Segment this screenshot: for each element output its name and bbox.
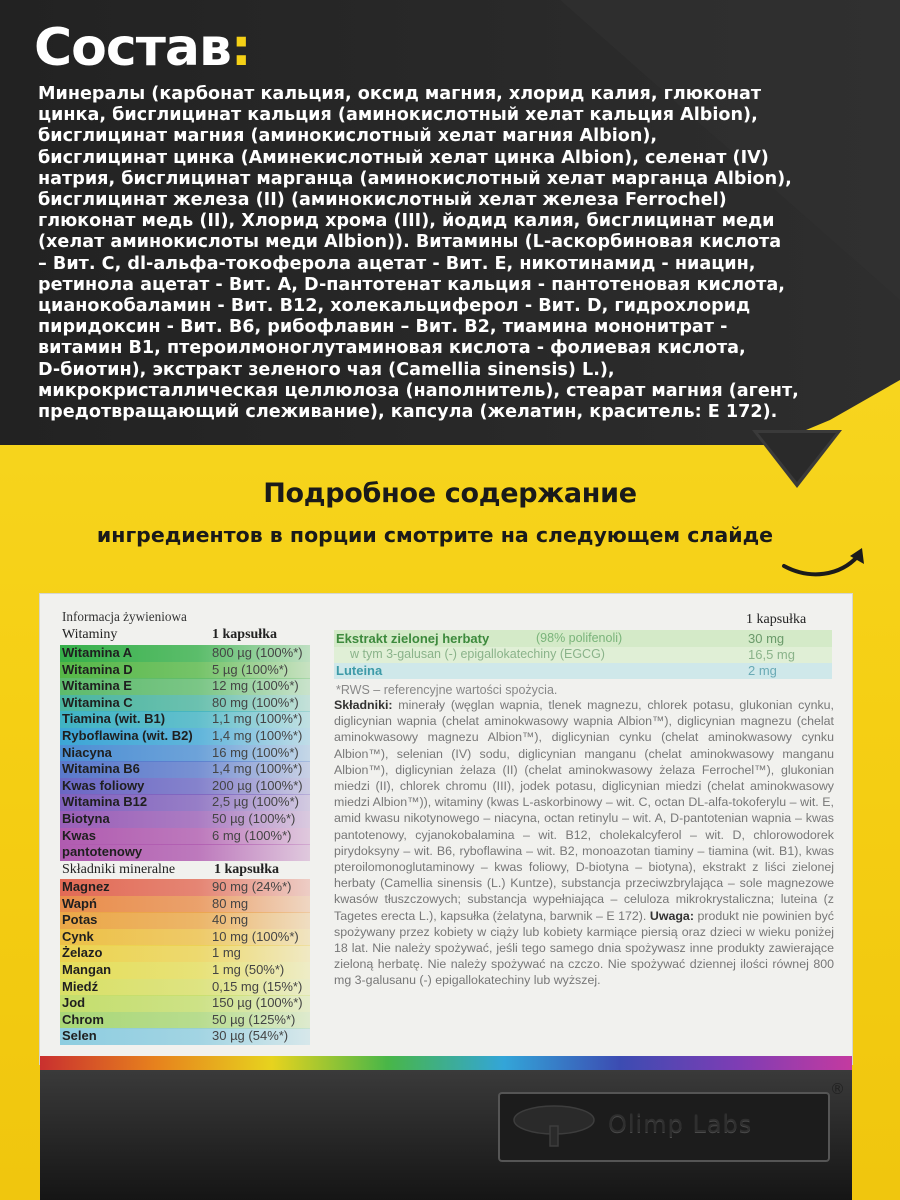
nutrient-value: 800 µg (100%*) xyxy=(212,645,303,660)
nutrient-value: 5 µg (100%*) xyxy=(212,661,289,677)
nutrient-value: 16 mg (100%*) xyxy=(212,744,299,760)
lutein-value: 2 mg xyxy=(748,663,777,678)
ingredients-block xyxy=(334,697,834,989)
page-title xyxy=(34,18,251,78)
nutrient-row xyxy=(60,1028,310,1045)
nutrient-row xyxy=(60,662,310,679)
nutrient-row xyxy=(60,962,310,979)
nutrient-value: 200 µg (100%*) xyxy=(212,777,303,793)
nutrient-value: 10 mg (100%*) xyxy=(212,928,299,944)
brand-logo xyxy=(498,1092,830,1162)
nutrient-name: Jod xyxy=(62,995,86,1011)
tree-logo-icon xyxy=(510,1102,598,1150)
nutrient-value: 80 mg xyxy=(212,895,249,911)
nutrient-name: Wapń xyxy=(62,895,97,911)
nutrient-value: 1,4 mg (100%*) xyxy=(212,728,303,743)
nutrient-name: Witamina C xyxy=(62,694,133,710)
nutrient-value: 1,1 mg (100%*) xyxy=(212,711,303,727)
nutrient-value: 0,15 mg (15%*) xyxy=(212,978,303,994)
promo-heading: Подробное содержание xyxy=(263,478,637,509)
brand-name: Olimp Labs xyxy=(608,1110,753,1138)
nutrient-value: 150 µg (100%*) xyxy=(212,995,303,1011)
nutrient-name: Chrom xyxy=(62,1011,104,1027)
nutrient-name: Witamina D xyxy=(62,661,133,677)
nutrient-row xyxy=(60,995,310,1012)
vitamins-header: Witaminy xyxy=(62,627,118,642)
nutrient-name: Mangan xyxy=(62,962,112,977)
right-capsule-header: 1 kapsułka xyxy=(746,612,807,627)
nutrient-value: 1,4 mg (100%*) xyxy=(212,761,303,777)
nutrient-row xyxy=(60,761,310,778)
rainbow-stripe xyxy=(40,1056,852,1070)
nutrient-row xyxy=(60,745,310,762)
curved-arrow-icon xyxy=(780,542,870,582)
label-info-title: Informacja żywieniowa xyxy=(62,609,187,624)
nutrient-name: Witamina B6 xyxy=(62,761,140,777)
registered-mark: ® xyxy=(830,1080,845,1098)
nutrient-name: Potas xyxy=(62,912,98,928)
nutrient-row xyxy=(60,828,310,845)
nutrient-row xyxy=(60,695,310,712)
nutrient-name: Miedź xyxy=(62,978,99,994)
nutrient-row xyxy=(60,645,310,662)
nutrient-row xyxy=(60,929,310,946)
nutrient-value: 50 µg (100%*) xyxy=(212,811,296,826)
nutrient-row xyxy=(60,979,310,996)
nutrient-name: Witamina B12 xyxy=(62,794,148,810)
nutrient-value: 30 µg (54%*) xyxy=(212,1028,289,1044)
nutrient-row xyxy=(60,728,310,745)
nutrient-name: pantotenowy xyxy=(62,844,143,860)
warning-label: Uwaga: xyxy=(649,908,694,923)
warning-text: produkt nie powinien być spożywany przez kobiety w ciąży lub kobiety karmiące piersią oraz dzieci w wieku poniżej 18 lat. Nie należy spożywać, jeśli tego samego dnia spożywasz inne produkty zawierające zieloną herbatę. Nie należy spożywać na czczo. Nie spożywać dziennej ilości równej 800 mg 3-galusanu (-) epigallokatechiny lub wyższej. xyxy=(334,908,834,988)
nutrient-row xyxy=(60,912,310,929)
egcg-value: 16,5 mg xyxy=(748,647,795,662)
nutrient-row xyxy=(60,794,310,811)
nutrient-name: Ryboflawina (wit. B2) xyxy=(62,728,193,743)
nutrient-row xyxy=(60,711,310,728)
nutrient-value: 1 mg (50%*) xyxy=(212,962,285,977)
nutrient-row xyxy=(60,844,310,861)
composition-text: Минералы (карбонат кальция, оксид магния, хлорид калия, глюконат цинка, бисглицинат кальция (аминокислотный хелат кальция Albion), бисглицинат магния (аминокислотный хелат магния Albion), бисглицинат цинка (Аминекислотный хелат цинка Albion), селенат (IV) натрия, бисглицинат марганца (аминокислотный хелат марганца Albion), бисглицинат железа (II) (аминокислотный хелат железа Ferrochel) глюконат медь (II), Хлорид хрома (III), йодид калия, бисглицинат меди (хелат аминокислоты меди Albion)). Витамины (L-аскорбиновая кислота – Вит. С, dl-альфа-токоферола ацетат - Вит. Е, никотинамид - ниацин, ретинола ацетат - Вит. А, D-пантотенат кальция - пантотеновая кислота, цианокобаламин - Вит. В12, холекальциферол - Вит. D, гидрохлорид пиридоксин - Вит. В6, рибофлавин – Вит. В2, тиамина мононитрат - витамин В1, птероилмоноглутаминовая кислота - фолиевая кислота, D-биотин), экстракт зеленого чая (Camellia sinensis) L.), микрокристаллическая целлюлоза (наполнитель), стеарат магния (агент, предотвращающий слеживание), капсула (желатин, краситель: Е 172). xyxy=(38,84,799,423)
nutrient-value: 12 mg (100%*) xyxy=(212,678,299,694)
minerals-header: Składniki mineralne xyxy=(62,862,176,877)
nutrient-row xyxy=(60,879,310,896)
title-colon: : xyxy=(230,18,251,78)
lutein-name: Luteina xyxy=(336,663,383,678)
extract-value: 30 mg xyxy=(748,631,785,646)
nutrient-name: Kwas xyxy=(62,827,96,843)
nutrient-name: Niacyna xyxy=(62,744,112,760)
nutrient-value: 1 mg xyxy=(212,945,241,961)
nutrient-name: Tiamina (wit. B1) xyxy=(62,711,166,727)
extract-name: Ekstrakt zielonej herbaty xyxy=(336,631,490,646)
rws-note: *RWS – referencyjne wartości spożycia. xyxy=(336,683,558,697)
nutrient-name: Biotyna xyxy=(62,811,110,826)
nutrient-name: Żelazo xyxy=(62,945,103,961)
nutrient-name: Magnez xyxy=(62,879,110,894)
nutrient-row xyxy=(60,678,310,695)
nutrient-name: Witamina E xyxy=(62,678,132,694)
title-text: Состав xyxy=(34,18,231,78)
extract-note: (98% polifenoli) xyxy=(536,631,623,645)
egcg-name: w tym 3-galusan (-) epigallokatechiny (EGCG) xyxy=(350,647,605,661)
nutrient-row xyxy=(60,778,310,795)
nutrient-name: Witamina A xyxy=(62,645,133,660)
nutrient-value: 40 mg xyxy=(212,912,249,928)
nutrient-name: Selen xyxy=(62,1028,97,1044)
nutrient-row xyxy=(60,945,310,962)
ingredients-text: minerały (węglan wapnia, tlenek magnezu, chlorek potasu, glukonian cynku, diglicynian wapnia (chelat aminokwasowy wapnia Albion™), diglicynian magnezu (chelat aminokwasowy magnezu Albion™), diglicynian cynku (chelat aminokwasowy cynku Albion™), selenian (IV) sodu, diglicynian manganu (chelat aminokwasowy manganu Albion™), diglicynian żelaza (II) (chelat aminokwasowy żelaza Ferrochel™), glukonian miedzi (II), chlorek chromu (III), jodek potasu, diglicynian miedzi (chelat aminokwasowy miedzi Albion™)), witaminy (kwas L-askorbinowy – wit. C, octan DL-alfa-tokoferylu – wit. E, amid kwasu nikotynowego – niacyna, octan retinylu – wit. A, D-pantotenian wapnia – kwas pantotenowy, cyjanokobalamina – wit. B12, cholekalcyferol – wit. D, chlorowodorek pirydoksyny – wit. B6, ryboflawina – wit. B2, monoazotan tiaminy – tiamina (wit. B1), kwas pteroilomonoglutaminowy – kwas foliowy, D-biotyna – biotyna), ekstrakt z liści zielonej herbaty (Camellia sinensis (L.) Kuntze), substancja przeciwzbrylająca – sole magnezowe kwasów tłuszczowych; substancja wypełniająca – celuloza mikrokrystaliczna; luteina (z Tagetes erecta L.), kapsułka (żelatyna, barwnik – E 172). xyxy=(334,698,834,923)
nutrient-row xyxy=(60,1012,310,1029)
nutrient-value: 80 mg (100%*) xyxy=(212,694,299,710)
nutrient-value: 50 µg (125%*) xyxy=(212,1011,296,1027)
nutrient-row xyxy=(60,896,310,913)
ingredients-label: Składniki: xyxy=(334,698,393,712)
minerals-capsule-header: 1 kapsułka xyxy=(214,862,279,877)
vitamins-capsule-header: 1 kapsułka xyxy=(212,627,277,642)
nutrient-value: 2,5 µg (100%*) xyxy=(212,794,299,810)
promo-subheading: ингредиентов в порции смотрите на следующем слайде xyxy=(96,523,774,547)
nutrient-value: 6 mg (100%*) xyxy=(212,827,292,843)
nutrient-name: Kwas foliowy xyxy=(62,777,145,793)
nutrient-value: 90 mg (24%*) xyxy=(212,879,292,894)
nutrient-row xyxy=(60,811,310,828)
nutrient-name: Cynk xyxy=(62,928,94,944)
